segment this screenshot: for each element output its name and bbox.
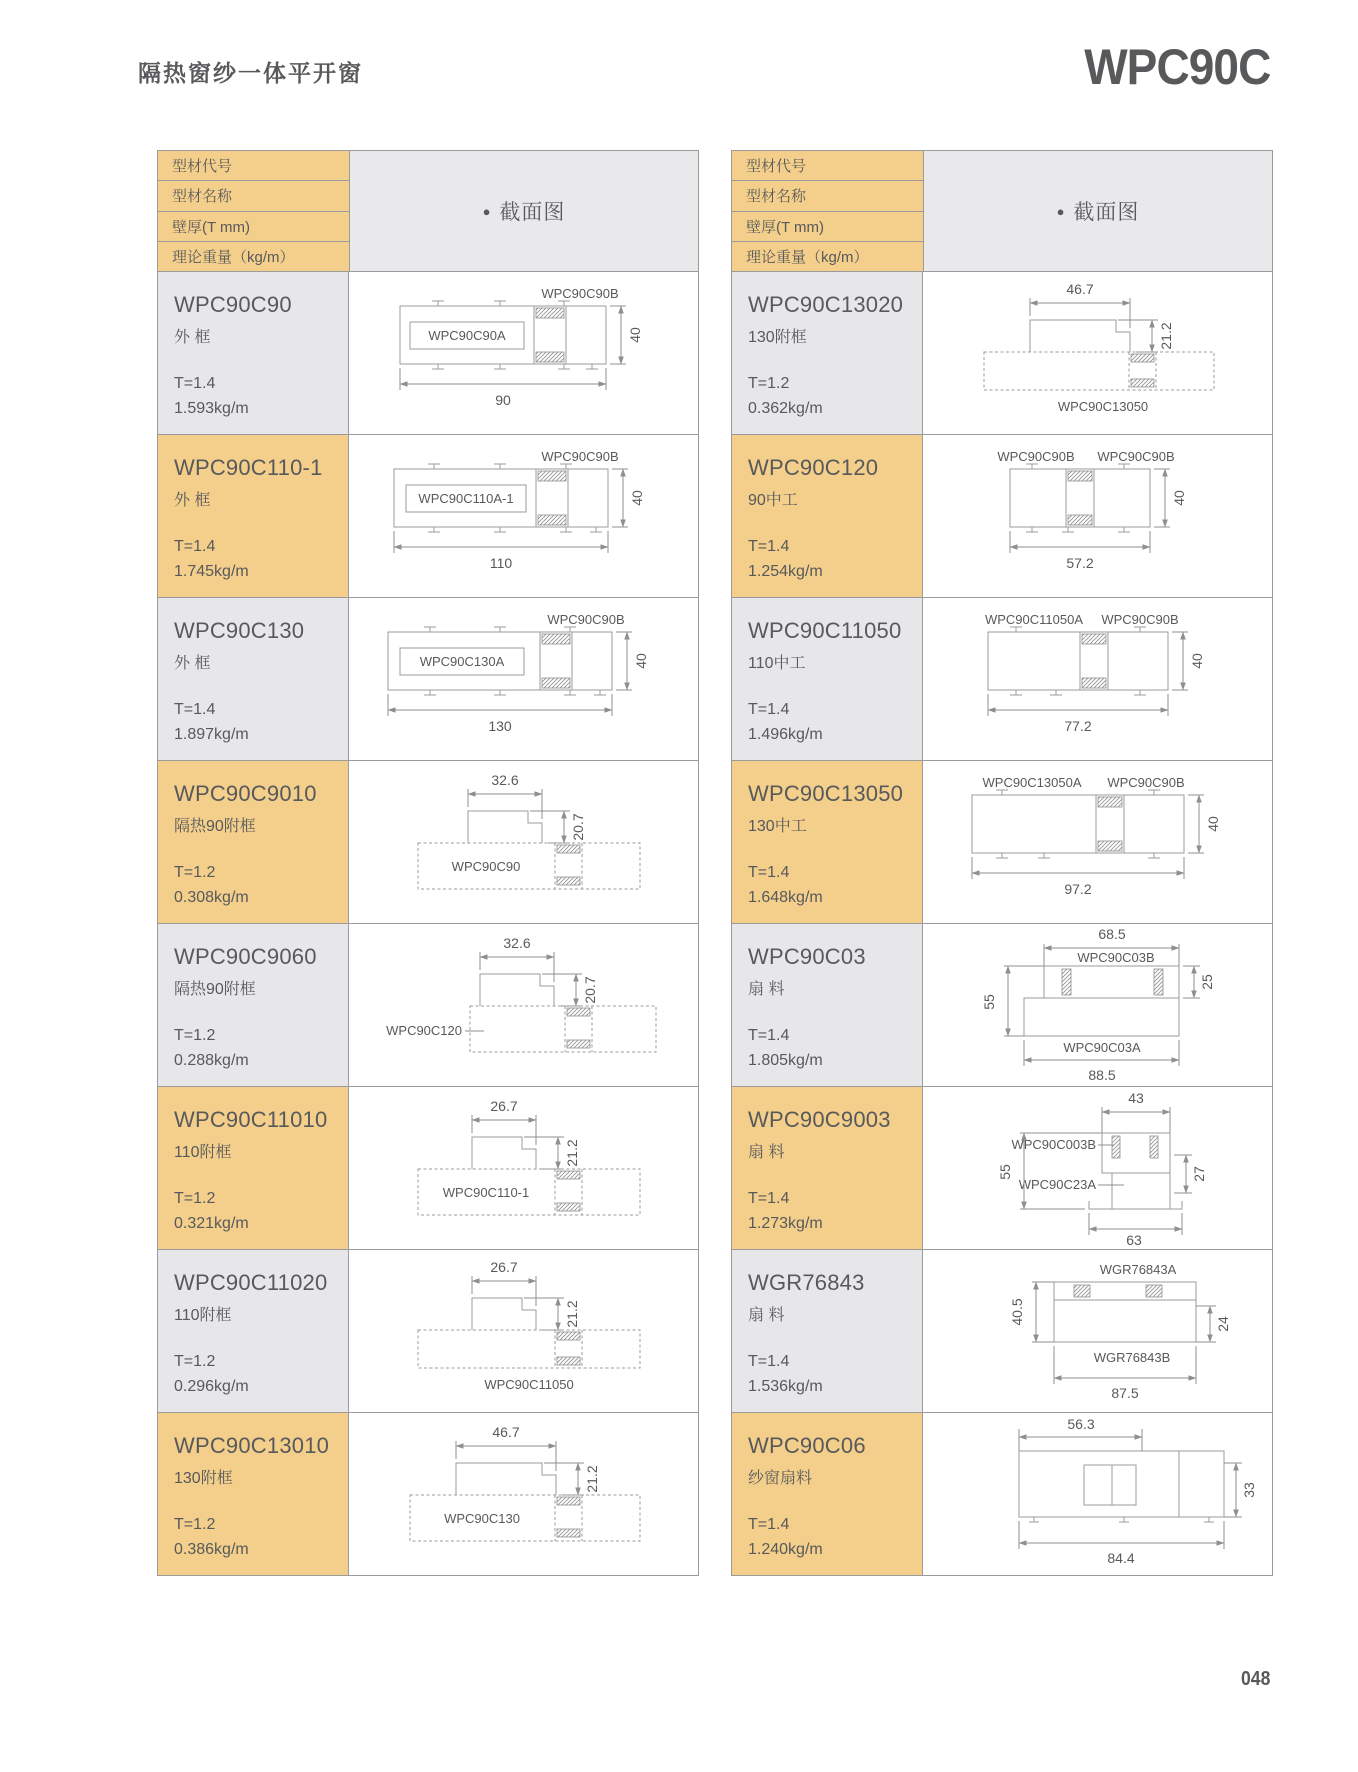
dim-bottom: 110: [489, 555, 513, 571]
dim-top: 46.7: [1066, 281, 1094, 297]
weight: 1.648kg/m: [748, 889, 823, 907]
diagram-ref-label: WPC90C110-1: [442, 1185, 530, 1200]
profile-code: WPC90C9060: [174, 944, 317, 969]
dim-side: 40: [629, 490, 645, 506]
weight: 1.254kg/m: [748, 563, 823, 581]
cross-section-diagram: [349, 1250, 698, 1412]
profile-info: [732, 272, 923, 434]
profile-code: WPC90C11010: [174, 1107, 328, 1132]
weight: 1.496kg/m: [748, 726, 823, 744]
cross-section-diagram: [923, 924, 1272, 1086]
dim-left: 55: [981, 994, 997, 1010]
profile-info: [158, 598, 349, 760]
profile-drawing: [349, 924, 698, 1086]
cross-section-diagram: [923, 1413, 1272, 1575]
profile-drawing: [923, 435, 1272, 597]
profile-code: WPC90C11050: [748, 618, 902, 643]
header-weight: 理论重量（kg/m）: [158, 242, 349, 271]
dim-bottom: 130: [488, 718, 512, 734]
profile-drawing: [349, 435, 698, 597]
profile-name: 扇 料: [748, 1307, 785, 1324]
weight: 1.745kg/m: [174, 563, 249, 581]
section-diagram-label: 截面图: [1073, 201, 1140, 224]
profile-drawing: [923, 598, 1272, 760]
dim-bottom: 90: [495, 392, 511, 408]
table-row: [732, 1413, 1272, 1575]
profile-name: 隔热90附框: [174, 981, 256, 998]
profile-name: 扇 料: [748, 1144, 785, 1161]
dim-side: 21.2: [564, 1300, 580, 1328]
cross-section-diagram: [923, 1250, 1272, 1412]
dim-top: 46.7: [492, 1424, 520, 1440]
profile-drawing: [349, 272, 698, 434]
profile-code: WPC90C11020: [174, 1270, 328, 1295]
cross-section-diagram: [923, 435, 1272, 597]
dim-side: 21.2: [584, 1465, 600, 1493]
profile-code: WPC90C9003: [748, 1107, 891, 1132]
table-row: [732, 924, 1272, 1087]
diagram-inner-label: WPC90C110A-1: [418, 491, 514, 506]
table-row: [732, 598, 1272, 761]
profile-table-left: [157, 150, 699, 1576]
wall-thickness: T=1.2: [174, 1027, 216, 1045]
diagram-bottom-label: WGR76843B: [1093, 1350, 1171, 1365]
wall-thickness: T=1.4: [174, 538, 216, 556]
dim-right: 25: [1199, 974, 1215, 990]
diagram-ref-label: WPC90C11050: [484, 1377, 574, 1392]
dim-bottom: 97.2: [1064, 881, 1092, 897]
table-row: [158, 924, 698, 1087]
diagram-bottom-label: WPC90C03A: [1063, 1040, 1141, 1055]
table-row: [158, 1413, 698, 1575]
profile-info: [158, 1087, 349, 1249]
profile-info: [732, 1087, 923, 1249]
weight: 0.308kg/m: [174, 889, 249, 907]
diagram-ref-label: WPC90C003B: [1011, 1137, 1096, 1152]
dim-side: 20.7: [570, 813, 586, 841]
diagram-top-label: WPC90C90B: [1107, 775, 1185, 790]
profile-drawing: [349, 1087, 698, 1249]
series-code: WPC90C: [1083, 39, 1270, 95]
diagram-ref-label: WPC90C130: [444, 1511, 520, 1526]
wall-thickness: T=1.2: [174, 864, 216, 882]
header-wall-thickness: 壁厚(T mm): [158, 212, 349, 242]
cross-section-diagram: [349, 435, 698, 597]
cross-section-diagram: [923, 761, 1272, 923]
profile-table-right: [731, 150, 1273, 1576]
header-profile-name: 型材名称: [732, 181, 923, 211]
wall-thickness: T=1.2: [174, 1516, 216, 1534]
wall-thickness: T=1.4: [748, 538, 790, 556]
dim-bottom: 88.5: [1088, 1067, 1116, 1083]
wall-thickness: T=1.4: [174, 375, 216, 393]
profile-name: 110附框: [174, 1307, 232, 1324]
dim-bottom: 57.2: [1066, 555, 1094, 571]
table-row: [158, 435, 698, 598]
dim-side: 40: [633, 653, 649, 669]
profile-drawing: [923, 1413, 1272, 1575]
weight: 1.897kg/m: [174, 726, 249, 744]
profile-drawing: [349, 1250, 698, 1412]
dim-side: 40: [1189, 653, 1205, 669]
diagram-top-label: WPC90C90B: [1101, 612, 1179, 627]
profile-info: [158, 1413, 349, 1575]
wall-thickness: T=1.4: [748, 864, 790, 882]
diagram-top-label: WPC90C90B: [997, 449, 1075, 464]
diagram-ref-label: WPC90C23A: [1018, 1177, 1096, 1192]
profile-code: WPC90C90: [174, 292, 292, 317]
cross-section-diagram: [923, 272, 1272, 434]
weight: 0.321kg/m: [174, 1215, 249, 1233]
diagram-top-label: WPC90C90B: [1097, 449, 1175, 464]
diagram-inner-label: WPC90C130A: [419, 654, 505, 669]
header-labels: [158, 151, 350, 271]
profile-info: [732, 1250, 923, 1412]
table-row: [732, 761, 1272, 924]
profile-info: [158, 435, 349, 597]
header-labels: [732, 151, 924, 271]
profile-name: 纱窗扇料: [748, 1470, 813, 1487]
header-profile-code: 型材代号: [158, 151, 349, 181]
diagram-top-label: WPC90C90B: [541, 449, 619, 464]
diagram-ref-label: WPC90C13050: [1057, 399, 1149, 414]
profile-code: WPC90C9010: [174, 781, 317, 806]
profile-name: 90中工: [748, 492, 798, 509]
profile-info: [732, 598, 923, 760]
diagram-inner-label: WPC90C90A: [428, 328, 506, 343]
wall-thickness: T=1.2: [174, 1353, 216, 1371]
dim-bottom: 84.4: [1107, 1550, 1135, 1566]
dim-right: 27: [1191, 1166, 1207, 1182]
profile-name: 外 框: [174, 655, 211, 672]
weight: 0.296kg/m: [174, 1378, 249, 1396]
cross-section-diagram: [349, 598, 698, 760]
weight: 1.536kg/m: [748, 1378, 823, 1396]
table-row: [158, 272, 698, 435]
profile-info: [158, 272, 349, 434]
profile-name: 外 框: [174, 329, 211, 346]
dim-side: 40: [1171, 490, 1187, 506]
dim-side: 20.7: [582, 976, 598, 1004]
profile-code: WPC90C13050: [748, 781, 904, 806]
dim-top: 26.7: [490, 1098, 518, 1114]
wall-thickness: T=1.4: [748, 1516, 790, 1534]
diagram-top-label: WPC90C11050A: [984, 612, 1084, 627]
dim-top: 43: [1128, 1090, 1144, 1106]
dim-left: 55: [997, 1164, 1013, 1180]
profile-info: [732, 1413, 923, 1575]
dim-side: 21.2: [1158, 322, 1174, 350]
profile-name: 110附框: [174, 1144, 232, 1161]
dim-side: 40: [1205, 816, 1221, 832]
profile-code: WPC90C03: [748, 944, 866, 969]
page-title: 隔热窗纱一体平开窗: [138, 60, 363, 86]
table-row: [158, 598, 698, 761]
section-diagram-label: 截面图: [499, 201, 566, 224]
wall-thickness: T=1.4: [174, 701, 216, 719]
profile-drawing: [923, 1250, 1272, 1412]
profile-code: WPC90C06: [748, 1433, 866, 1458]
diagram-top-label: WGR76843A: [1099, 1262, 1177, 1277]
profile-info: [158, 1250, 349, 1412]
diagram-top-label: WPC90C90B: [541, 286, 619, 301]
wall-thickness: T=1.4: [748, 1027, 790, 1045]
dim-top: 32.6: [491, 772, 519, 788]
header-section-diagram: [924, 151, 1272, 271]
profile-code: WPC90C110-1: [174, 455, 323, 480]
table-row: [732, 1250, 1272, 1413]
dim-bottom: 87.5: [1111, 1385, 1139, 1401]
table-row: [158, 761, 698, 924]
profile-code: WPC90C13010: [174, 1433, 330, 1458]
profile-drawing: [349, 761, 698, 923]
dim-top: 56.3: [1067, 1416, 1095, 1432]
dim-left: 40.5: [1009, 1298, 1025, 1326]
wall-thickness: T=1.4: [748, 701, 790, 719]
table-row: [732, 435, 1272, 598]
dim-side: 40: [627, 327, 643, 343]
profile-name: 隔热90附框: [174, 818, 256, 835]
profile-drawing: [923, 272, 1272, 434]
bullet-icon: ●: [1056, 203, 1066, 219]
weight: 1.240kg/m: [748, 1541, 823, 1559]
profile-code: WPC90C120: [748, 455, 879, 480]
cross-section-diagram: [349, 1087, 698, 1249]
wall-thickness: T=1.2: [748, 375, 790, 393]
profile-info: [732, 761, 923, 923]
table-header: [158, 151, 698, 272]
bullet-icon: ●: [482, 203, 492, 219]
profile-name: 110中工: [748, 655, 806, 672]
diagram-ref-label: WPC90C120: [386, 1023, 462, 1038]
profile-drawing: [923, 761, 1272, 923]
profile-code: WGR76843: [748, 1270, 865, 1295]
dim-right: 24: [1215, 1316, 1231, 1332]
cross-section-diagram: [349, 1413, 698, 1575]
profile-name: 扇 料: [748, 981, 785, 998]
diagram-top-label: WPC90C03B: [1077, 950, 1155, 965]
profile-info: [158, 761, 349, 923]
profile-code: WPC90C13020: [748, 292, 904, 317]
cross-section-diagram: [923, 598, 1272, 760]
dim-top: 68.5: [1098, 926, 1126, 942]
cross-section-diagram: [349, 761, 698, 923]
page-number: 048: [1240, 1668, 1270, 1690]
cross-section-diagram: [349, 272, 698, 434]
header-profile-name: 型材名称: [158, 181, 349, 211]
weight: 1.593kg/m: [174, 400, 249, 418]
profile-info: [158, 924, 349, 1086]
diagram-ref-label: WPC90C90: [451, 859, 521, 874]
dim-side: 21.2: [564, 1139, 580, 1167]
profile-drawing: [349, 1413, 698, 1575]
profile-name: 130中工: [748, 818, 807, 835]
weight: 1.805kg/m: [748, 1052, 823, 1070]
table-row: [158, 1250, 698, 1413]
weight: 0.386kg/m: [174, 1541, 249, 1559]
wall-thickness: T=1.2: [174, 1190, 216, 1208]
profile-drawing: [923, 1087, 1272, 1249]
profile-drawing: [349, 598, 698, 760]
cross-section-diagram: [349, 924, 698, 1086]
dim-top: 32.6: [503, 935, 531, 951]
table-row: [732, 272, 1272, 435]
dim-bottom: 63: [1126, 1232, 1142, 1248]
wall-thickness: T=1.4: [748, 1353, 790, 1371]
header-section-diagram: [350, 151, 698, 271]
weight: 0.288kg/m: [174, 1052, 249, 1070]
profile-code: WPC90C130: [174, 618, 305, 643]
profile-name: 130附框: [174, 1470, 233, 1487]
cross-section-diagram: [923, 1087, 1272, 1249]
profile-name: 130附框: [748, 329, 807, 346]
wall-thickness: T=1.4: [748, 1190, 790, 1208]
dim-right: 33: [1241, 1482, 1257, 1498]
table-header: [732, 151, 1272, 272]
header-wall-thickness: 壁厚(T mm): [732, 212, 923, 242]
profile-drawing: [923, 924, 1272, 1086]
header-profile-code: 型材代号: [732, 151, 923, 181]
weight: 1.273kg/m: [748, 1215, 823, 1233]
dim-top: 26.7: [490, 1259, 518, 1275]
table-row: [732, 1087, 1272, 1250]
weight: 0.362kg/m: [748, 400, 823, 418]
diagram-top-label: WPC90C13050A: [982, 775, 1082, 790]
profile-info: [732, 924, 923, 1086]
header-weight: 理论重量（kg/m）: [732, 242, 923, 271]
profile-info: [732, 435, 923, 597]
table-row: [158, 1087, 698, 1250]
dim-bottom: 77.2: [1064, 718, 1092, 734]
diagram-top-label: WPC90C90B: [547, 612, 625, 627]
profile-name: 外 框: [174, 492, 211, 509]
